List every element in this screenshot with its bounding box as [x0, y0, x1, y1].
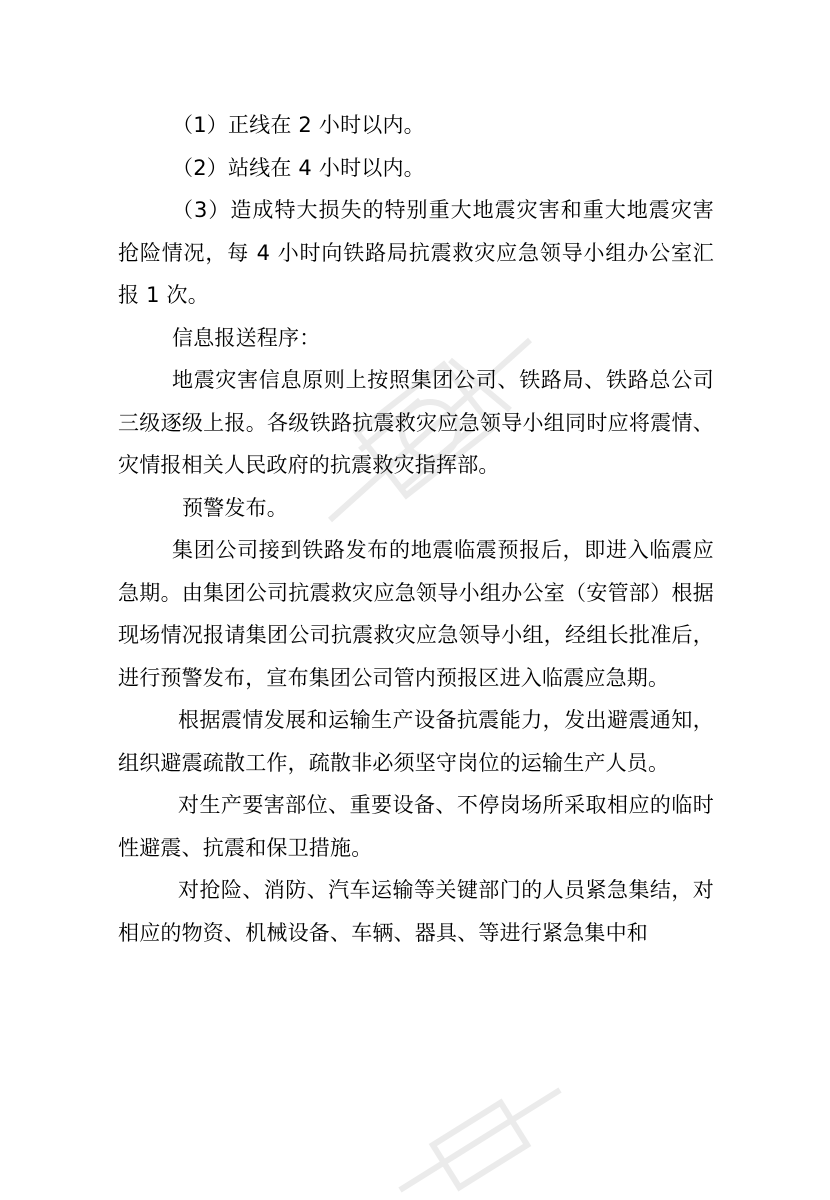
- list-item-siding: （2）站线在 4 小时以内。: [172, 155, 425, 180]
- section-heading-info-procedure: 信息报送程序：: [172, 325, 321, 350]
- list-item-reporting-frequency: （3）造成特大损失的特别重大地震灾害和重大地震灾害抢险情况，每 4 小时向铁路局抗震救灾应急领导小组办公室汇报 1 次。: [118, 198, 714, 307]
- section-heading-warning-release: 预警发布。: [182, 495, 288, 520]
- paragraph-info-reporting: 地震灾害信息原则上按照集团公司、铁路局、铁路总公司三级逐级上报。各级铁路抗震救灾应急领导小组同时应将震情、灾情报相关人民政府的抗震救灾指挥部。: [118, 368, 714, 477]
- paragraph-emergency-assembly: 对抢险、消防、汽车运输等关键部门的人员紧急集结，对相应的物资、机械设备、车辆、器具、等进行紧急集中和: [118, 878, 714, 945]
- paragraph-evacuation: 根据震情发展和运输生产设备抗震能力，发出避震通知，组织避震疏散工作，疏散非必须坚守岗位的运输生产人员。: [118, 708, 714, 775]
- paragraph-protective-measures: 对生产要害部位、重要设备、不停岗场所采取相应的临时性避震、抗震和保卫措施。: [118, 793, 714, 860]
- paragraph-warning-release: 集团公司接到铁路发布的地震临震预报后，即进入临震应急期。由集团公司抗震救灾应急领导小组办公室（安管部）根据现场情况报请集团公司抗震救灾应急领导小组，经组长批准后，进行预警发布，宣布集团公司管内预报区进入临震应急期。: [118, 538, 714, 690]
- list-item-mainline: （1）正线在 2 小时以内。: [172, 113, 425, 137]
- watermark-logo-icon: [380, 1080, 580, 1200]
- document-body: [118, 104, 714, 954]
